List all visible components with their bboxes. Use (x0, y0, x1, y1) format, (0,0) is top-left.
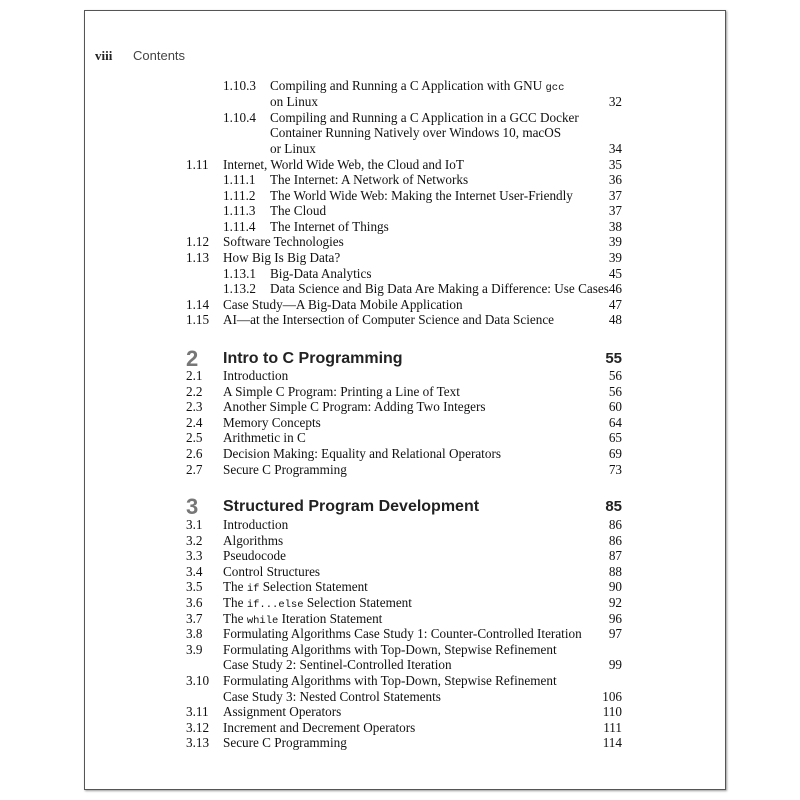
toc-entry-page: 86 (608, 517, 622, 532)
toc-entry-title (270, 281, 609, 297)
toc-entry[interactable] (186, 188, 622, 204)
toc-title-text: Introduction (223, 368, 289, 383)
toc-entry-number: 3.11 (186, 704, 209, 720)
toc-entry-number: 2.1 (186, 368, 203, 383)
toc-entry-page: 34 (608, 141, 622, 156)
toc-entry-title (270, 110, 579, 126)
toc-entry-title (270, 172, 468, 188)
toc-title-text: Another Simple C Program: Adding Two Integers (223, 399, 486, 415)
toc-entry-title (270, 94, 318, 110)
toc-title-text: Formulating Algorithms with Top-Down, Stepwise Refinement (223, 641, 557, 657)
toc-entry-page: 32 (608, 94, 622, 109)
toc-entry-title (270, 188, 573, 204)
toc-title-text: A Simple C Program: Printing a Line of Text (223, 383, 460, 399)
toc-entry-page: 97 (608, 626, 622, 642)
toc-entry-number: 3.3 (186, 548, 203, 564)
toc-title-text: Compiling and Running a C Application with GNU (270, 78, 546, 93)
toc-title-text: Compiling and Running a C Application in a GCC Docker (270, 110, 579, 125)
toc-title-text: Control Structures (223, 563, 321, 579)
toc-entry-title (270, 203, 326, 219)
toc-entry-title (223, 446, 501, 462)
toc-entry-page: 45 (608, 266, 622, 281)
toc-entry-number: 1.13.1 (223, 266, 256, 281)
toc-entry-page: 90 (608, 579, 622, 595)
toc-entry-title (223, 642, 557, 658)
toc-entry[interactable] (186, 415, 622, 431)
toc-entry[interactable] (186, 368, 622, 384)
toc-entry-title (223, 689, 441, 705)
toc-entry[interactable] (186, 203, 622, 219)
toc-entry-page: 96 (608, 610, 622, 626)
toc-title-code: if...else (246, 599, 304, 611)
toc-title-text: Container Running Natively over Windows 10, macOS (270, 125, 562, 140)
toc-entry-page: 88 (608, 563, 622, 579)
toc-title-text: Pseudocode (223, 548, 286, 564)
toc-entry-title (270, 125, 561, 141)
toc-title-text: Secure C Programming (223, 735, 347, 751)
toc-title-text: Formulating Algorithms with Top-Down, Stepwise Refinement (223, 673, 557, 688)
toc-title-text: The Internet: A Network of Networks (270, 172, 469, 187)
toc-entry-page: 110 (602, 704, 622, 720)
toc-entry-page: 39 (608, 250, 622, 265)
toc-entry-title (223, 462, 347, 478)
toc-entry-page: 87 (608, 548, 622, 564)
toc-entry-number: 3.2 (186, 532, 203, 548)
toc-entry[interactable] (186, 266, 622, 282)
toc-entry-title (223, 548, 286, 564)
toc-entry-number: 3.4 (186, 563, 203, 579)
toc-entry-title (223, 626, 582, 642)
toc-entry-number: 1.13.2 (223, 281, 256, 296)
toc-entry-number: 1.10.3 (223, 78, 256, 93)
toc-entry-page: 86 (608, 532, 622, 548)
toc-entry-title (223, 735, 347, 751)
toc-entry-title (223, 430, 306, 446)
toc-entry-page: 56 (608, 368, 622, 383)
toc-entry[interactable] (186, 94, 622, 110)
toc-entry[interactable] (186, 548, 622, 564)
toc-entry-page: 38 (608, 219, 622, 234)
toc-entry[interactable] (186, 720, 622, 736)
toc-entry-title (223, 399, 486, 415)
toc-entry-page: 106 (602, 688, 622, 704)
toc-entry-number: 3.5 (186, 579, 203, 595)
toc-entry-title (270, 141, 316, 157)
toc-title-text: Assignment Operators (223, 704, 342, 720)
toc-entry[interactable] (186, 234, 622, 250)
toc-entry-page: 36 (608, 172, 622, 187)
toc-entry-number: 1.11.3 (223, 203, 256, 218)
toc-entry-page: 56 (608, 383, 622, 399)
header-page-number: viii (95, 48, 113, 63)
toc-entry[interactable] (186, 430, 622, 446)
toc-entry[interactable] (186, 517, 622, 533)
toc-entry-title (223, 157, 464, 173)
toc-entry-title (223, 368, 288, 384)
chapter-title: Structured Program Development (223, 498, 480, 515)
toc-entry-page: 114 (602, 735, 622, 751)
toc-entry[interactable] (186, 384, 622, 400)
toc-title-text: The World Wide Web: Making the Internet User-Friendly (270, 188, 573, 203)
toc-title-text: Data Science and Big Data Are Making a Difference: Use Cases (270, 281, 609, 296)
toc-entry-number: 3.12 (186, 719, 210, 735)
toc-entry[interactable] (186, 78, 622, 94)
toc-entry-page: 73 (608, 461, 622, 477)
toc-entry-page: 60 (608, 399, 622, 415)
toc-entry[interactable] (186, 125, 622, 141)
toc-entry-number: 1.15 (186, 312, 210, 327)
toc-entry-page: 92 (608, 595, 622, 610)
toc-title-prefix: The (223, 595, 247, 610)
toc-entry-title (223, 384, 460, 400)
toc-entry-title (223, 657, 452, 673)
toc-entry-page: 65 (608, 430, 622, 446)
toc-entry[interactable] (186, 595, 622, 611)
toc-entry[interactable] (186, 735, 622, 751)
toc-entry-number: 1.11.2 (223, 188, 256, 203)
toc-entry-number: 1.11.1 (223, 172, 256, 187)
toc-title-text: How Big Is Big Data? (223, 250, 341, 265)
toc-entry[interactable] (186, 462, 622, 478)
toc-title-text: Formulating Algorithms Case Study 1: Counter-Controlled Iteration (223, 626, 582, 642)
chapter-heading (186, 494, 622, 518)
toc-entry-number: 1.10.4 (223, 110, 256, 125)
toc-title-text: Selection Statement (303, 595, 412, 610)
toc-entry-number: 3.13 (186, 735, 210, 751)
toc-title-text: Big-Data Analytics (270, 266, 372, 281)
toc-entry-page: 37 (608, 188, 622, 203)
toc-entry-page: 39 (608, 234, 622, 249)
toc-title-text: AI—at the Intersection of Computer Science and Data Science (223, 312, 555, 327)
toc-entry-number: 2.7 (186, 461, 203, 477)
toc-entry[interactable] (186, 626, 622, 642)
chapter-number: 2 (186, 346, 199, 371)
header-title: Contents (133, 48, 186, 63)
toc-entry-number: 1.11.4 (223, 219, 256, 234)
toc-entry[interactable] (186, 533, 622, 549)
toc-entry-title (223, 517, 288, 533)
toc-entry-title (223, 312, 554, 328)
toc-entry[interactable] (186, 219, 622, 235)
toc-entry[interactable] (186, 564, 622, 580)
toc-title-code: gcc (545, 82, 565, 94)
toc-title-text: Case Study—A Big-Data Mobile Application (223, 297, 463, 312)
toc-entry[interactable] (186, 250, 622, 266)
toc-entry[interactable] (186, 312, 622, 328)
toc-entry[interactable] (186, 657, 622, 673)
chapter-number: 3 (186, 494, 199, 519)
toc-title-text: The Cloud (270, 203, 327, 218)
toc-title-prefix: The (223, 579, 247, 595)
toc-entry[interactable] (186, 579, 622, 595)
toc-entry-title (223, 564, 320, 580)
toc-title-text: Software Technologies (223, 234, 344, 249)
toc-entry[interactable] (186, 642, 622, 658)
toc-title-text: Case Study 2: Sentinel-Controlled Iteration (223, 657, 452, 673)
toc-entry-number: 2.6 (186, 446, 203, 461)
toc-entry[interactable] (186, 689, 622, 705)
toc-entry-title (223, 297, 463, 313)
toc-entry-page: 37 (608, 203, 622, 218)
toc-entry-page: 99 (608, 657, 622, 673)
toc-entry-number: 3.9 (186, 641, 203, 657)
toc-title-text: Arithmetic in C (223, 430, 306, 446)
toc-entry[interactable] (186, 297, 622, 313)
toc-entry-title (223, 720, 415, 736)
toc-title-text: Case Study 3: Nested Control Statements (223, 688, 441, 704)
toc-entry[interactable] (186, 399, 622, 415)
toc-title-text: Memory Concepts (223, 414, 321, 430)
toc-entry-number: 3.1 (186, 517, 203, 532)
toc-entry-title (223, 673, 557, 689)
chapter-heading (186, 346, 622, 370)
toc-title-text: Selection Statement (259, 579, 368, 595)
toc-entry[interactable] (186, 157, 622, 173)
toc-entry-title (223, 704, 341, 720)
toc-title-text: The Internet of Things (270, 219, 389, 234)
toc-entry[interactable] (186, 704, 622, 720)
chapter-title: Intro to C Programming (223, 350, 403, 367)
toc-entry-number: 3.7 (186, 610, 203, 626)
toc-entry[interactable] (186, 281, 622, 297)
toc-entry-page: 69 (608, 446, 622, 461)
toc-entry-number: 1.13 (186, 250, 210, 265)
toc-entry-number: 2.4 (186, 414, 203, 430)
toc-entry-number: 1.14 (186, 297, 210, 312)
toc-title-code: if (246, 583, 260, 596)
chapter-page: 55 (605, 350, 622, 367)
toc-entry[interactable] (186, 611, 622, 627)
toc-entry-title (270, 266, 371, 282)
toc-title-text: Iteration Statement (278, 610, 383, 626)
toc-entry-number: 1.12 (186, 234, 210, 249)
toc-entry-number: 3.10 (186, 673, 210, 688)
toc-entry-title (223, 415, 321, 431)
toc-entry[interactable] (186, 446, 622, 462)
toc-entry-page: 64 (608, 414, 622, 430)
toc-entry-number: 1.11 (186, 157, 209, 172)
toc-title-text: or Linux (270, 141, 316, 156)
running-header (95, 44, 635, 68)
toc-entry-title (223, 250, 340, 266)
toc-entry-title (270, 219, 389, 235)
toc-entry-page: 46 (608, 281, 622, 296)
toc-entry-title (223, 234, 344, 250)
toc-entry-title (223, 533, 283, 549)
toc-entry-page: 111 (603, 719, 622, 735)
toc-title-text: Decision Making: Equality and Relational Operators (223, 446, 501, 461)
toc-title-text: Secure C Programming (223, 461, 347, 477)
toc-title-text: Algorithms (223, 532, 284, 548)
toc-entry-number: 2.5 (186, 430, 203, 446)
toc-entry-number: 3.6 (186, 595, 203, 610)
toc-title-text: Introduction (223, 517, 289, 532)
toc-entry-number: 2.3 (186, 399, 203, 415)
toc-entry[interactable] (186, 673, 622, 689)
toc-entry-page: 47 (608, 297, 622, 312)
toc-entry-page: 35 (608, 157, 622, 172)
toc-entry-page: 48 (608, 312, 622, 327)
toc-entry[interactable] (186, 172, 622, 188)
toc-title-code: while (246, 614, 279, 627)
toc-title-text: Increment and Decrement Operators (223, 719, 416, 735)
toc-title-text: Internet, World Wide Web, the Cloud and IoT (223, 157, 464, 172)
toc-entry-number: 2.2 (186, 383, 203, 399)
toc-entry-number: 3.8 (186, 626, 203, 642)
toc-entry[interactable] (186, 110, 622, 126)
toc-title-text: on Linux (270, 94, 318, 109)
toc-entry[interactable] (186, 141, 622, 157)
chapter-page: 85 (605, 498, 622, 515)
toc-title-prefix: The (223, 610, 247, 626)
